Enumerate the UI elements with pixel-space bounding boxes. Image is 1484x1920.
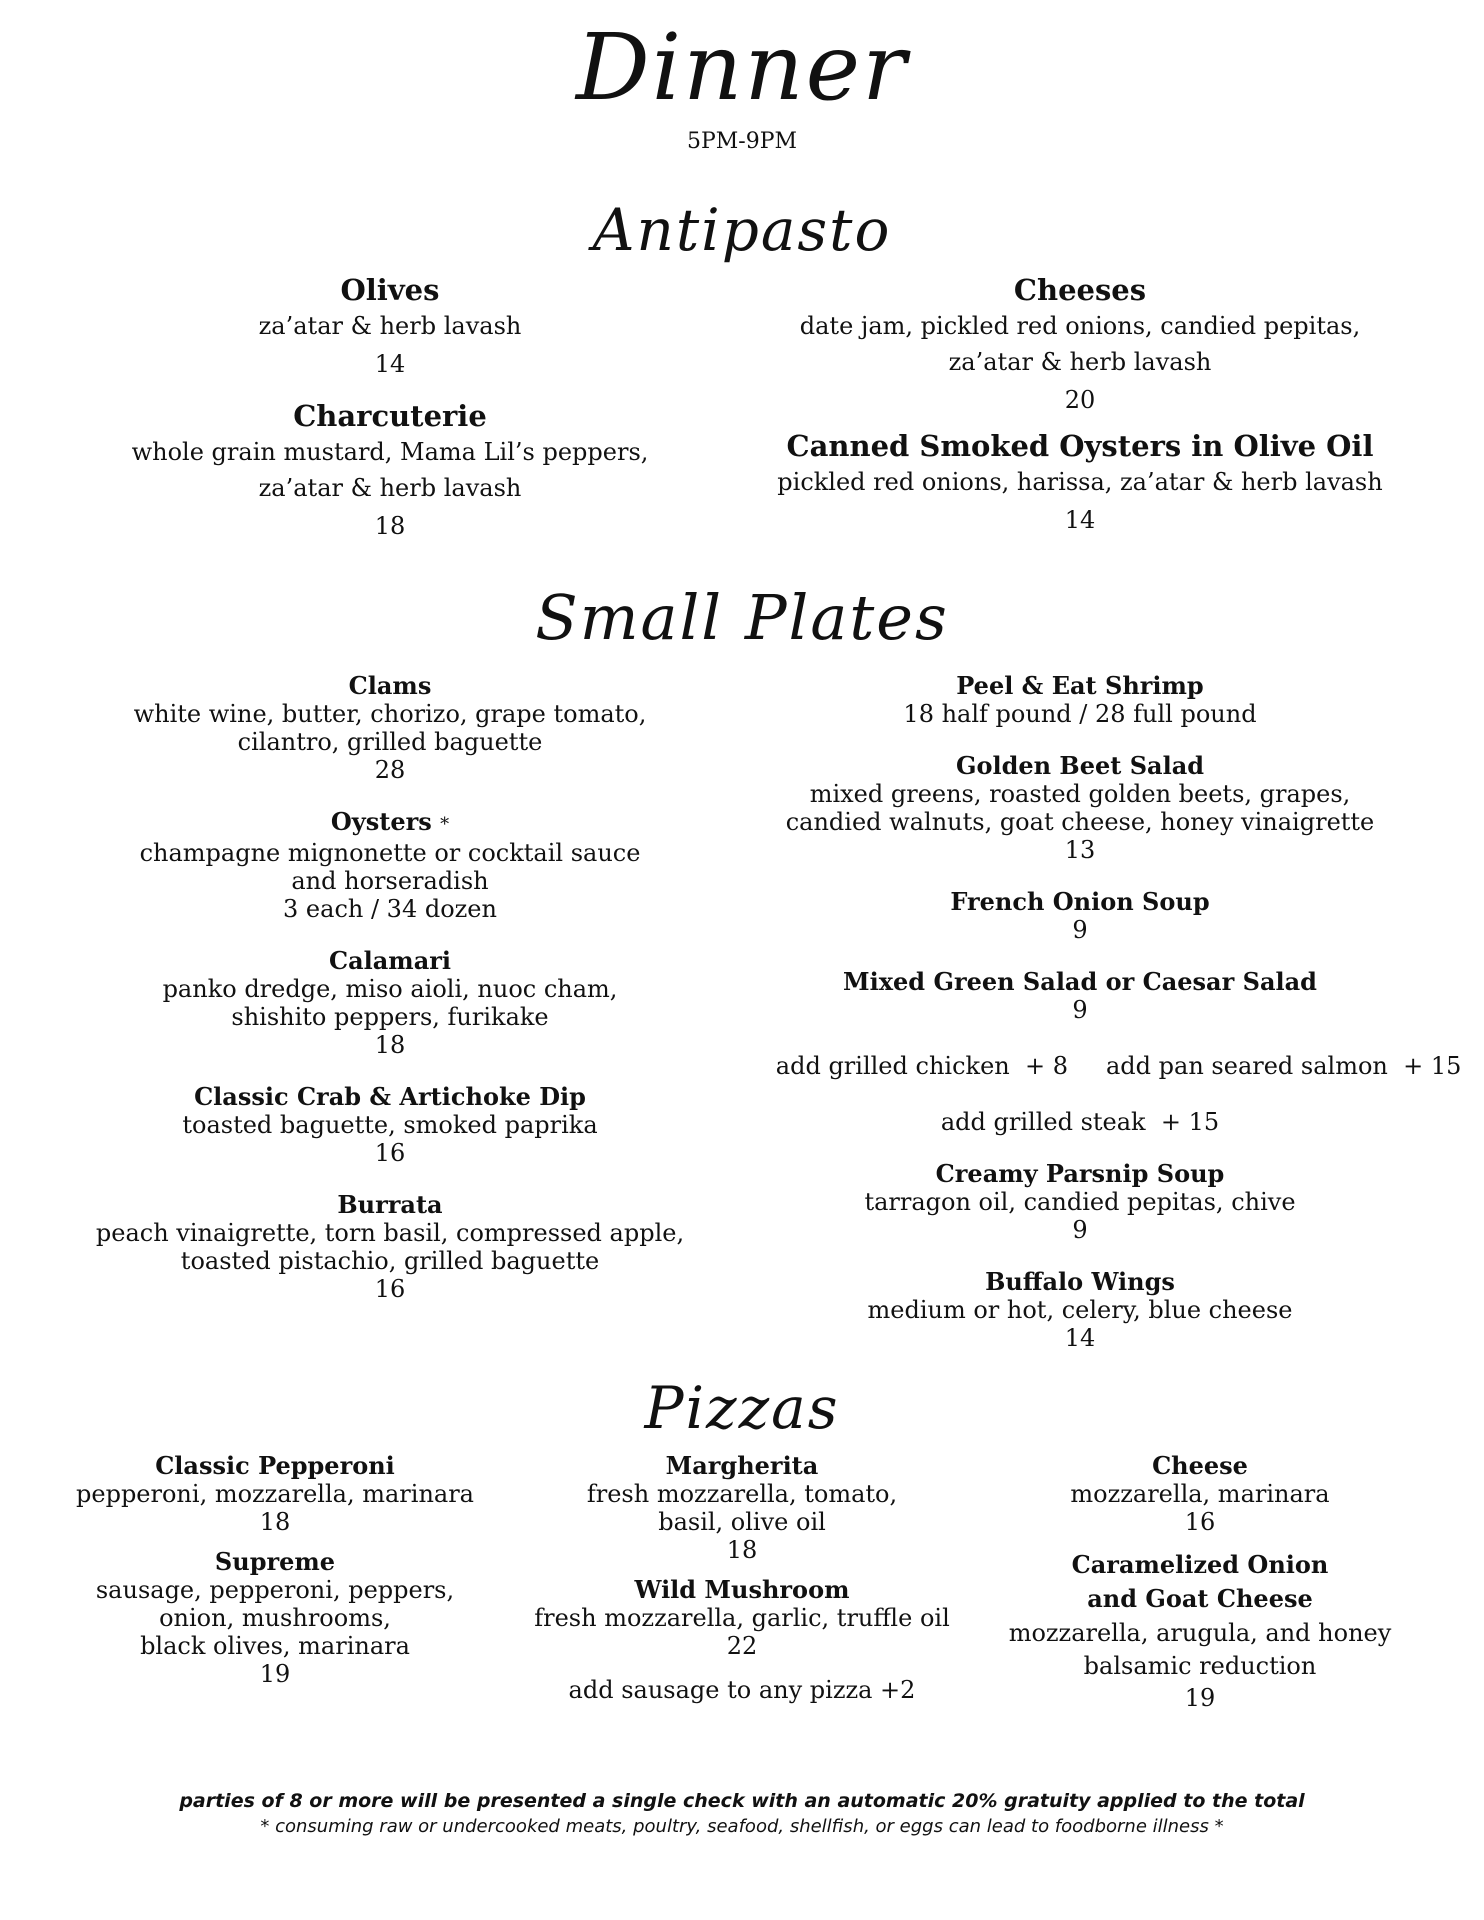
menu-item-smoked-oysters: [760, 428, 1400, 538]
menu-item-calamari: [90, 947, 690, 1059]
item-desc: tarragon oil, candied pepitas, chive: [864, 1188, 1296, 1216]
menu-item-cheeses: [760, 272, 1400, 418]
item-price: 9: [1072, 916, 1088, 944]
addon-chicken: add grilled chicken + 8: [775, 1052, 1068, 1080]
antipasto-heading: Antipasto: [592, 196, 892, 264]
foodborne-illness-warning: * consuming raw or undercooked meats, poultry, seafood, shellfish, or eggs can lead to foodborne illness *: [260, 1816, 1224, 1837]
item-price: 16: [1184, 1508, 1216, 1536]
pizzas-column-1: [70, 1452, 480, 1688]
item-desc: balsamic reduction: [1083, 1652, 1317, 1680]
item-price: 16: [374, 1275, 406, 1303]
item-desc: panko dredge, miso aioli, nuoc cham,: [162, 975, 618, 1003]
item-price: 14: [1064, 1324, 1096, 1352]
item-desc: cilantro, grilled baguette: [237, 728, 543, 756]
item-price: 9: [1072, 996, 1088, 1024]
small-plates-heading: Small Plates: [535, 581, 949, 654]
antipasto-right-column: [760, 272, 1400, 538]
item-desc: fresh mozzarella, garlic, truffle oil: [534, 1604, 950, 1632]
menu-item-supreme: [70, 1548, 480, 1688]
item-name: Canned Smoked Oysters in Olive Oil: [786, 429, 1374, 463]
item-name: Mixed Green Salad or Caesar Salad: [843, 967, 1317, 996]
item-name-row: [90, 808, 690, 839]
item-desc: pickled red onions, harissa, za’atar & herb lavash: [777, 468, 1383, 496]
item-desc: whole grain mustard, Mama Lil’s peppers,: [131, 438, 649, 466]
menu-item-margherita: [532, 1452, 952, 1564]
item-price: 14: [374, 350, 406, 378]
menu-item-olives: [90, 272, 690, 382]
item-desc: toasted baguette, smoked paprika: [182, 1111, 598, 1139]
item-name: Calamari: [328, 946, 452, 975]
item-name: Wild Mushroom: [634, 1575, 850, 1604]
item-desc: mozzarella, arugula, and honey: [1008, 1619, 1392, 1647]
item-desc: white wine, butter, chorizo, grape tomato,: [133, 700, 647, 728]
addon-salmon: add pan seared salmon + 15: [1106, 1052, 1462, 1080]
menu-item-golden-beet-salad: [730, 752, 1430, 864]
item-desc: date jam, pickled red onions, candied pepitas,: [799, 312, 1361, 340]
item-name: Oysters: [330, 807, 432, 836]
gratuity-note: parties of 8 or more will be presented a single check with an automatic 20% gratuity applied to the total: [179, 1790, 1305, 1812]
item-price: 3 each / 34 dozen: [283, 895, 497, 923]
pizza-addon-note: add sausage to any pizza +2: [568, 1676, 916, 1704]
menu-item-parsnip-soup: [730, 1160, 1430, 1244]
pizzas-column-2: [532, 1452, 952, 1704]
item-desc: candied walnuts, goat cheese, honey vinaigrette: [785, 808, 1375, 836]
addon-row: [730, 1024, 1462, 1108]
item-desc: za’atar & herb lavash: [258, 474, 522, 502]
item-price: 18: [374, 1031, 406, 1059]
item-desc: medium or hot, celery, blue cheese: [867, 1296, 1293, 1324]
menu-item-buffalo-wings: [730, 1268, 1430, 1352]
addon-steak: add grilled steak + 15: [940, 1108, 1220, 1136]
item-price: 20: [1064, 386, 1096, 414]
item-name: Caramelized Onion: [1071, 1550, 1329, 1579]
menu-item-french-onion-soup: [730, 888, 1430, 944]
raw-warning-mark: *: [440, 814, 450, 835]
small-plates-left-column: [90, 672, 690, 1303]
item-price: 16: [374, 1139, 406, 1167]
pizzas-column-3: [990, 1452, 1410, 1714]
item-name: Classic Crab & Artichoke Dip: [194, 1082, 586, 1111]
item-name: Charcuterie: [293, 399, 487, 433]
item-desc: black olives, marinara: [140, 1632, 410, 1660]
pizzas-heading: Pizzas: [644, 1374, 840, 1442]
item-price: 18 half pound / 28 full pound: [903, 700, 1257, 728]
item-name: Cheese: [1152, 1451, 1248, 1480]
item-desc: toasted pistachio, grilled baguette: [180, 1247, 600, 1275]
item-name: Golden Beet Salad: [955, 751, 1205, 780]
item-name: Peel & Eat Shrimp: [956, 671, 1204, 700]
menu-item-charcuterie: [90, 398, 690, 544]
item-price: 19: [259, 1660, 291, 1688]
item-name: Creamy Parsnip Soup: [935, 1159, 1225, 1188]
item-desc: and horseradish: [291, 867, 489, 895]
item-name: Buffalo Wings: [985, 1267, 1175, 1296]
item-desc: sausage, pepperoni, peppers,: [95, 1576, 455, 1604]
item-name: French Onion Soup: [950, 887, 1210, 916]
item-desc: champagne mignonette or cocktail sauce: [139, 839, 641, 867]
item-name: Margherita: [665, 1451, 819, 1480]
menu-item-oysters: [90, 808, 690, 923]
item-desc: onion, mushrooms,: [159, 1604, 391, 1632]
item-desc: mixed greens, roasted golden beets, grapes,: [809, 780, 1351, 808]
item-price: 18: [726, 1536, 758, 1564]
item-name: Olives: [340, 273, 440, 307]
item-desc: fresh mozzarella, tomato,: [586, 1480, 898, 1508]
antipasto-left-column: [90, 272, 690, 544]
item-price: 9: [1072, 1216, 1088, 1244]
item-price: 14: [1064, 506, 1096, 534]
item-price: 22: [726, 1632, 758, 1660]
item-name: Supreme: [214, 1547, 336, 1576]
item-price: 18: [374, 512, 406, 540]
item-desc: pepperoni, mozzarella, marinara: [76, 1480, 474, 1508]
small-plates-right-column: [730, 671, 1462, 1352]
item-desc: basil, olive oil: [658, 1508, 826, 1536]
menu-item-caramelized-onion: [990, 1548, 1410, 1714]
item-price: 13: [1064, 836, 1096, 864]
menu-item-green-caesar-salad: [730, 967, 1462, 1136]
menu-item-burrata: [90, 1191, 690, 1303]
item-desc: za’atar & herb lavash: [948, 348, 1212, 376]
item-name: Cheeses: [1013, 273, 1147, 307]
item-name: and Goat Cheese: [1087, 1584, 1313, 1613]
page-title: Dinner: [575, 14, 909, 121]
menu-item-cheese-pizza: [990, 1452, 1410, 1536]
item-name: Burrata: [337, 1190, 443, 1219]
item-desc: za’atar & herb lavash: [258, 312, 522, 340]
item-name: Classic Pepperoni: [155, 1451, 395, 1480]
item-desc: peach vinaigrette, torn basil, compressed apple,: [95, 1219, 685, 1247]
menu-item-wild-mushroom: [532, 1576, 952, 1660]
menu-item-clams: [90, 672, 690, 784]
item-price: 28: [374, 756, 406, 784]
item-name: Clams: [348, 671, 432, 700]
item-price: 18: [259, 1508, 291, 1536]
menu-item-crab-dip: [90, 1083, 690, 1167]
item-desc: mozzarella, marinara: [1070, 1480, 1330, 1508]
menu-item-shrimp: [730, 672, 1430, 728]
item-price: 19: [1184, 1684, 1216, 1712]
menu-item-classic-pepperoni: [70, 1452, 480, 1536]
item-desc: shishito peppers, furikake: [231, 1003, 549, 1031]
hours: 5PM-9PM: [686, 129, 798, 154]
